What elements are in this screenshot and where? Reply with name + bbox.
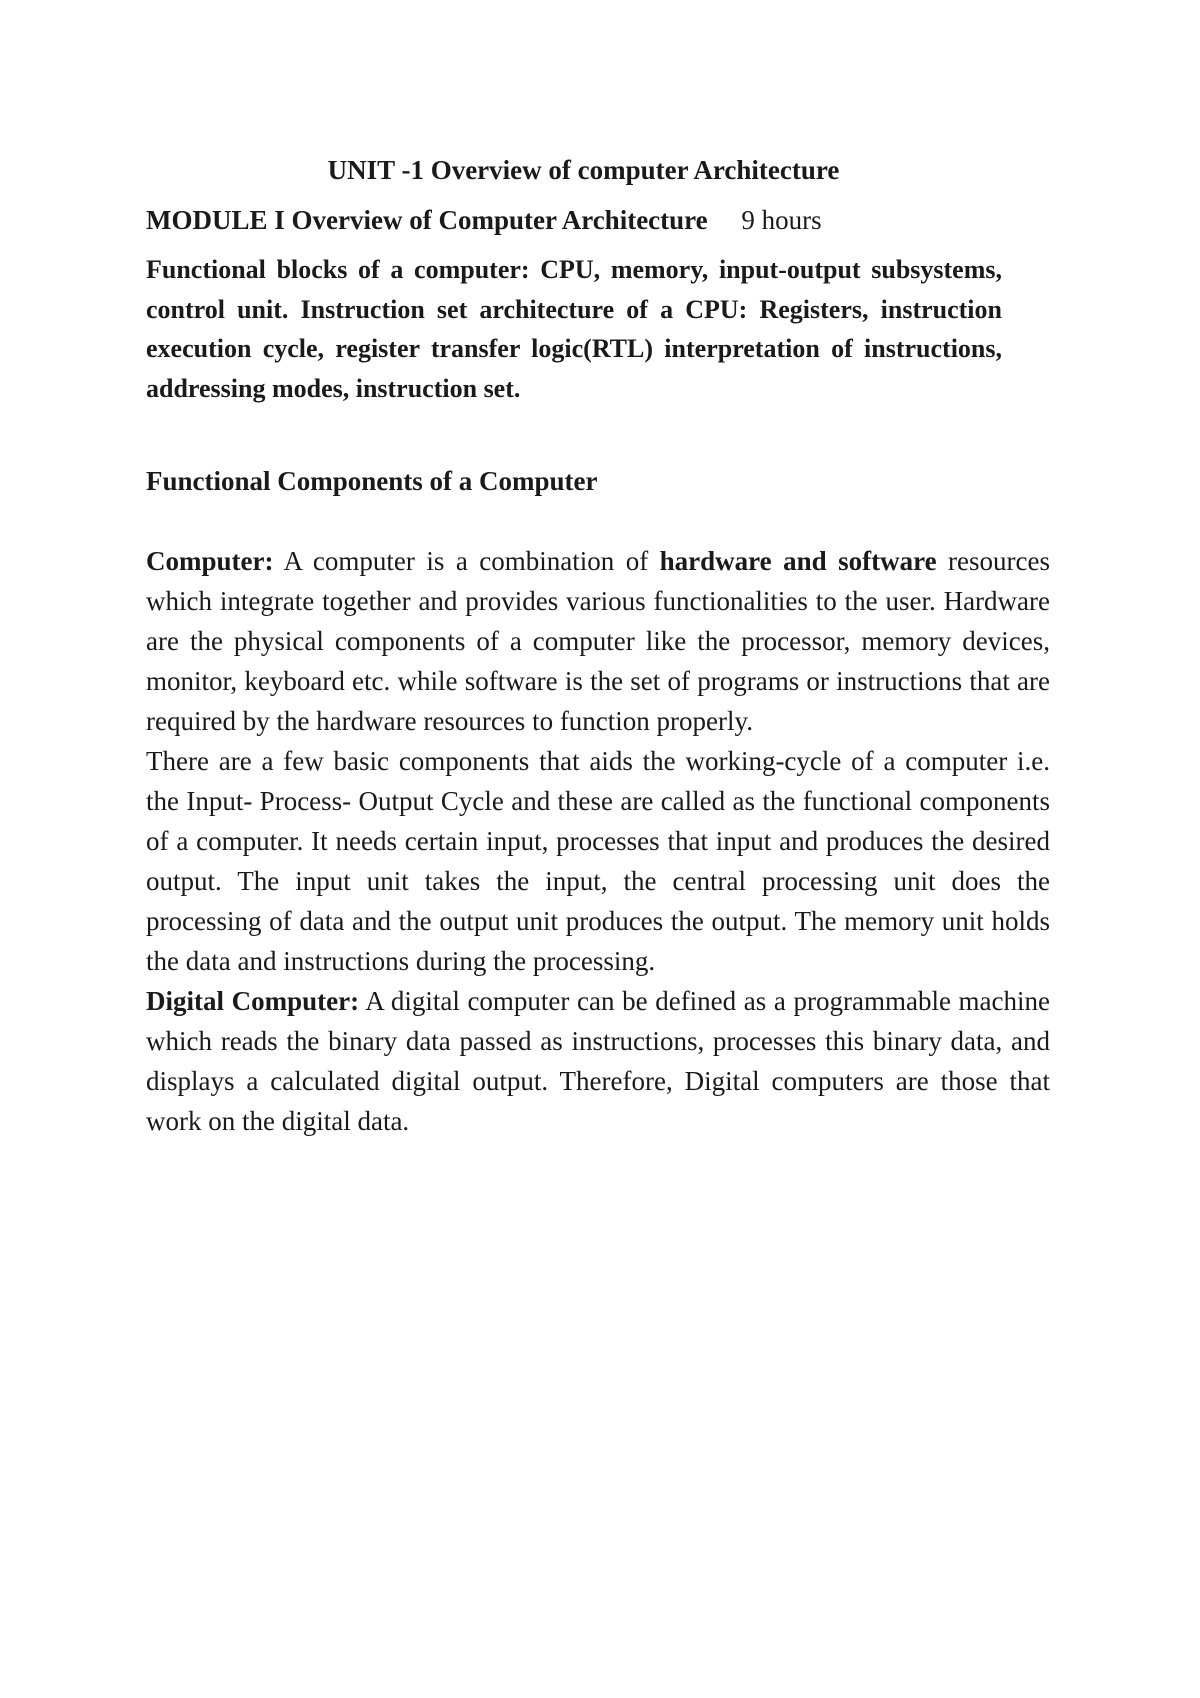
section-heading: Functional Components of a Computer [146,466,598,496]
computer-bold-term: hardware and software [659,546,937,576]
module-label: MODULE I Overview of Computer Architecture [146,205,708,235]
computer-paragraph [146,541,1050,741]
module-heading [146,200,1050,240]
digital-paragraph [146,981,1050,1141]
components-paragraph: There are a few basic components that aids the working-cycle of a computer i.e. the Input- Process- Output Cycle and these are called as the functional components of a computer. It needs certain input, processes that input and produces the desired output. The input unit takes the input, the central processing unit does the processing of data and the output unit produces the output. The memory unit holds the data and instructions during the processing. [146,746,1050,976]
module-hours: 9 hours [741,205,822,235]
computer-text-a: A computer is a combination of [273,546,660,576]
document-page [146,150,1050,1141]
digital-term: Digital Computer: [146,986,360,1016]
computer-text-b: resources which integrate together and provides various functionalities to the user. Hardware are the physical components of a computer like the processor, memory devices, monitor, keyboard etc. while software is the set of programs or instructions that are required by the hardware resources to function properly. [146,546,1050,736]
digital-text: A digital computer can be defined as a programmable machine which reads the binary data passed as instructions, processes this binary data, and displays a calculated digital output. Therefore, Digital computers are those that work on the digital data. [146,986,1050,1136]
unit-title: UNIT -1 Overview of computer Architecture [327,155,840,185]
syllabus-paragraph: Functional blocks of a computer: CPU, memory, input-output subsystems, control unit. Instruction set architecture of a CPU: Registers, instruction execution cycle, register transfer logic(RTL) interpretation of instructions, addressing modes, instruction set. [146,255,1002,403]
computer-term: Computer: [146,546,274,576]
module-spacer [714,205,734,235]
